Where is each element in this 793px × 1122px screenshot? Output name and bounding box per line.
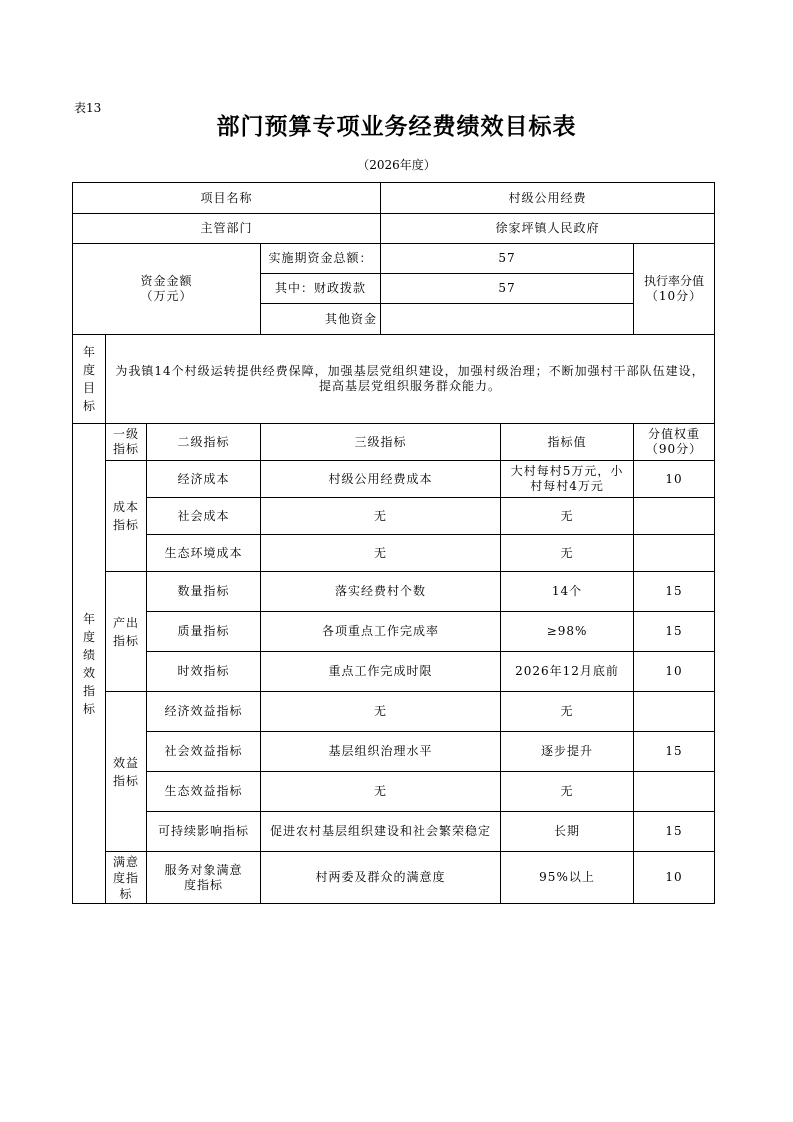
department-value: 徐家坪镇人民政府 <box>381 214 715 244</box>
level3-header: 三级指标 <box>261 424 501 461</box>
level2-header: 二级指标 <box>147 424 261 461</box>
table-number: 表13 <box>74 101 102 115</box>
table-row <box>73 692 715 732</box>
table-row <box>73 498 715 535</box>
level2-cell: 质量指标 <box>147 612 261 652</box>
group-benefit: 效益指标 <box>106 692 147 852</box>
execution-rate-score <box>634 244 715 335</box>
level3-cell: 各项重点工作完成率 <box>261 612 501 652</box>
department-row <box>73 214 715 244</box>
level3-cell: 无 <box>261 498 501 535</box>
group-cost: 成本指标 <box>106 461 147 572</box>
value-cell: 无 <box>501 692 634 732</box>
value-cell: ≥98% <box>501 612 634 652</box>
fiscal-funds-label: 其中：财政拨款 <box>261 274 381 304</box>
weight-cell <box>634 692 715 732</box>
level3-cell: 无 <box>261 535 501 572</box>
weight-cell: 10 <box>634 652 715 692</box>
table-row <box>73 461 715 498</box>
level2-cell: 社会成本 <box>147 498 261 535</box>
level3-cell: 村级公用经费成本 <box>261 461 501 498</box>
other-funds-label: 其他资金 <box>261 304 381 335</box>
value-cell: 大村每村5万元，小村每村4万元 <box>501 461 634 498</box>
weight-header-label: 分值权重 <box>648 427 701 441</box>
funds-unit: （万元） <box>140 289 193 303</box>
weight-cell: 10 <box>634 852 715 904</box>
group-satisfaction: 满意度指标 <box>106 852 147 904</box>
group-output: 产出指标 <box>106 572 147 692</box>
funds-total-value: 57 <box>381 244 634 274</box>
table-row <box>73 772 715 812</box>
execution-rate-label: 执行率分值 <box>644 274 705 288</box>
performance-indicators-label: 年度绩效指标 <box>73 424 106 904</box>
level2-cell: 社会效益指标 <box>147 732 261 772</box>
level2-cell: 生态环境成本 <box>147 535 261 572</box>
indicators-header-row <box>73 424 715 461</box>
level1-header: 一级指标 <box>106 424 147 461</box>
funds-total-label: 实施期资金总额： <box>261 244 381 274</box>
level2-cell: 服务对象满意度指标 <box>147 852 261 904</box>
table-row <box>73 612 715 652</box>
weight-cell: 15 <box>634 812 715 852</box>
annual-goal-text: 为我镇14个村级运转提供经费保障，加强基层党组织建设，加强村级治理；不断加强村干部队伍建设，提高基层党组织服务群众能力。 <box>106 335 715 424</box>
weight-header <box>634 424 715 461</box>
other-funds-value <box>381 304 634 335</box>
value-cell: 逐步提升 <box>501 732 634 772</box>
value-cell: 95%以上 <box>501 852 634 904</box>
level3-cell: 落实经费村个数 <box>261 572 501 612</box>
level2-cell: 可持续影响指标 <box>147 812 261 852</box>
table-row <box>73 535 715 572</box>
funds-label: 资金金额 <box>140 274 193 288</box>
level3-cell: 无 <box>261 772 501 812</box>
level3-cell: 重点工作完成时限 <box>261 652 501 692</box>
annual-goal-row <box>73 335 715 424</box>
department-label: 主管部门 <box>73 214 381 244</box>
weight-cell: 15 <box>634 732 715 772</box>
level3-cell: 促进农村基层组织建设和社会繁荣稳定 <box>261 812 501 852</box>
performance-target-table <box>72 182 715 904</box>
level3-cell: 村两委及群众的满意度 <box>261 852 501 904</box>
project-name-label: 项目名称 <box>73 183 381 214</box>
level3-cell: 无 <box>261 692 501 732</box>
weight-cell: 15 <box>634 572 715 612</box>
table-row <box>73 812 715 852</box>
value-cell: 2026年12月底前 <box>501 652 634 692</box>
table-row <box>73 852 715 904</box>
weight-header-total: （90分） <box>645 442 703 456</box>
value-cell: 长期 <box>501 812 634 852</box>
indicator-value-header: 指标值 <box>501 424 634 461</box>
funds-amount-label <box>73 244 261 335</box>
execution-rate-points: （10分） <box>645 289 703 303</box>
weight-cell <box>634 772 715 812</box>
budget-year: （2026年度） <box>357 158 436 172</box>
page-title: 部门预算专项业务经费绩效目标表 <box>216 113 577 140</box>
level3-cell: 基层组织治理水平 <box>261 732 501 772</box>
value-cell: 无 <box>501 535 634 572</box>
level2-cell: 数量指标 <box>147 572 261 612</box>
funds-total-row <box>73 244 715 274</box>
weight-cell: 10 <box>634 461 715 498</box>
weight-cell: 15 <box>634 612 715 652</box>
table-row <box>73 652 715 692</box>
value-cell: 14个 <box>501 572 634 612</box>
weight-cell <box>634 498 715 535</box>
table-row <box>73 572 715 612</box>
value-cell: 无 <box>501 772 634 812</box>
value-cell: 无 <box>501 498 634 535</box>
level2-cell: 经济效益指标 <box>147 692 261 732</box>
annual-goal-label: 年度目标 <box>73 335 106 424</box>
weight-cell <box>634 535 715 572</box>
level2-cell: 经济成本 <box>147 461 261 498</box>
table-row <box>73 732 715 772</box>
level2-cell: 时效指标 <box>147 652 261 692</box>
project-name-value: 村级公用经费 <box>381 183 715 214</box>
level2-cell: 生态效益指标 <box>147 772 261 812</box>
fiscal-funds-value: 57 <box>381 274 634 304</box>
project-name-row <box>73 183 715 214</box>
